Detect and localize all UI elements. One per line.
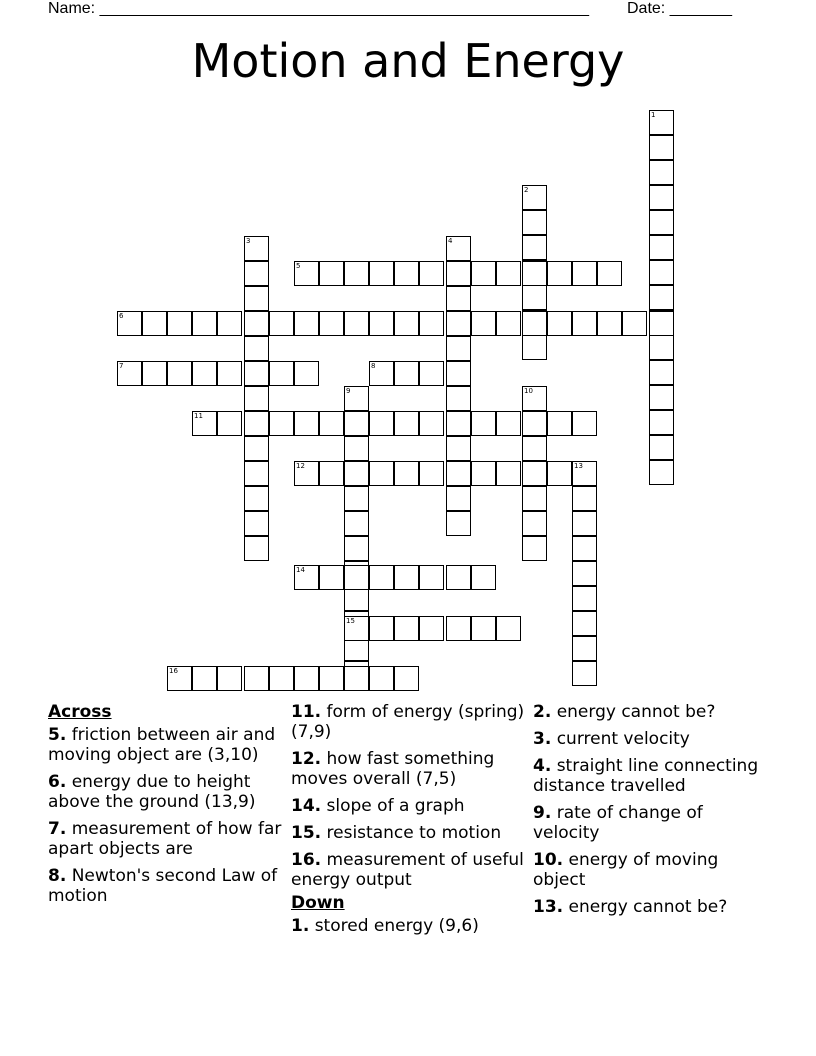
crossword-cell[interactable] [446,361,471,386]
crossword-cell[interactable] [244,411,269,436]
clue-number: 10. [533,850,564,870]
crossword-cell[interactable] [244,511,269,536]
crossword-cell[interactable] [244,666,269,691]
clues-column-3 [533,702,768,924]
clue-number-label: 6 [119,312,124,320]
clue-number: 3. [533,729,552,749]
crossword-cell[interactable] [419,311,444,336]
crossword-cell[interactable] [649,460,674,485]
crossword-cell[interactable] [394,411,419,436]
crossword-cell[interactable] [496,616,521,641]
clue-number-label: 12 [296,462,305,470]
clue-text: energy cannot be? [551,702,716,722]
crossword-cell[interactable] [649,285,674,310]
crossword-cell[interactable] [269,411,294,436]
crossword-cell[interactable] [419,361,444,386]
clue-number: 12. [291,749,322,769]
clue-number: 7. [48,819,67,839]
crossword-cell[interactable] [319,461,344,486]
crossword-cell[interactable] [522,335,547,360]
crossword-cell[interactable] [192,311,217,336]
crossword-cell[interactable] [192,361,217,386]
crossword-cell[interactable] [244,336,269,361]
crossword-cell[interactable] [649,410,674,435]
crossword-cell[interactable] [547,261,572,286]
crossword-cell[interactable] [244,436,269,461]
crossword-cell[interactable] [572,611,597,636]
crossword-cell[interactable] [649,311,674,336]
clue-number: 8. [48,866,67,886]
clue-text: friction between air and moving object are (3,10) [48,725,276,765]
crossword-cell[interactable] [294,666,319,691]
crossword-cell[interactable] [446,565,471,590]
clue-number-label: 2 [524,186,529,194]
crossword-cell[interactable] [394,261,419,286]
crossword-cell[interactable] [419,616,444,641]
clue-text: energy cannot be? [563,897,728,917]
clue-item [48,725,283,765]
crossword-cell[interactable] [394,666,419,691]
crossword-cell[interactable] [496,311,521,336]
clue-item [533,756,768,796]
clue-number-label: 1 [651,111,656,119]
crossword-cell[interactable] [142,311,167,336]
crossword-cell[interactable] [269,666,294,691]
crossword-cell[interactable] [319,666,344,691]
clue-text: how fast something moves overall (7,5) [291,749,495,789]
crossword-cell[interactable] [649,135,674,160]
crossword-cell[interactable] [446,486,471,511]
crossword-cell[interactable] [217,361,242,386]
crossword-cell[interactable] [344,536,369,561]
crossword-cell[interactable] [471,261,496,286]
clues-column-2 [291,702,526,943]
clue-item [533,729,768,749]
clue-number: 1. [291,916,310,936]
clue-item [533,897,768,917]
crossword-cell[interactable] [572,561,597,586]
crossword-cell[interactable] [446,436,471,461]
clue-number-label: 10 [524,387,533,395]
crossword-cell[interactable] [522,311,547,336]
crossword-cell[interactable] [319,311,344,336]
page-title: Motion and Energy [191,34,625,88]
crossword-cell[interactable] [319,565,344,590]
crossword-cell[interactable] [649,185,674,210]
clue-text: form of energy (spring) (7,9) [291,702,525,742]
crossword-cell[interactable] [522,511,547,536]
crossword-cell[interactable] [446,461,471,486]
crossword-cell[interactable] [269,361,294,386]
crossword-cell[interactable] [597,311,622,336]
crossword-cell[interactable] [244,261,269,286]
crossword-cell[interactable] [369,616,394,641]
crossword-cell[interactable] [522,235,547,260]
crossword-cell[interactable] [597,261,622,286]
clue-number: 9. [533,803,552,823]
crossword-cell[interactable] [522,411,547,436]
crossword-cell[interactable] [471,461,496,486]
clue-number-label: 13 [574,462,583,470]
clue-number-label: 3 [246,237,251,245]
clue-item [533,702,768,722]
clue-number-label: 7 [119,362,124,370]
clue-text: energy of moving object [533,850,719,890]
crossword-cell[interactable] [446,286,471,311]
crossword-cell[interactable] [344,486,369,511]
clue-number: 4. [533,756,552,776]
crossword-cell[interactable] [522,285,547,310]
crossword-cell[interactable] [217,411,242,436]
clue-item [291,702,526,742]
crossword-cell[interactable] [167,311,192,336]
crossword-cell[interactable] [446,411,471,436]
clue-text: measurement of how far apart objects are [48,819,282,859]
crossword-cell[interactable] [394,311,419,336]
clue-number: 15. [291,823,322,843]
clue-item [291,823,526,843]
crossword-cell[interactable] [547,411,572,436]
crossword-cell[interactable] [344,565,369,590]
crossword-cell[interactable] [572,586,597,611]
crossword-cell[interactable] [471,565,496,590]
crossword-cell[interactable] [419,461,444,486]
crossword-cell[interactable] [572,511,597,536]
crossword-cell[interactable] [649,360,674,385]
crossword-cell[interactable] [244,286,269,311]
crossword-cell[interactable] [244,386,269,411]
crossword-cell[interactable] [547,311,572,336]
crossword-cell[interactable] [344,261,369,286]
clue-number: 16. [291,850,322,870]
clue-number: 13. [533,897,564,917]
crossword-cell[interactable] [294,411,319,436]
crossword-cell[interactable] [446,616,471,641]
crossword-cell[interactable] [167,361,192,386]
crossword-cell[interactable] [649,160,674,185]
clue-text: stored energy (9,6) [309,916,479,936]
crossword-cell[interactable] [471,616,496,641]
crossword-cell[interactable] [319,411,344,436]
clue-number-label: 8 [371,362,376,370]
crossword-cell[interactable] [344,461,369,486]
crossword-cell[interactable] [369,461,394,486]
crossword-cell[interactable] [394,461,419,486]
crossword-cell[interactable] [446,336,471,361]
crossword-cell[interactable] [522,461,547,486]
crossword-cell[interactable] [217,666,242,691]
crossword-cell[interactable] [419,411,444,436]
date-field-label: Date: _______ [627,0,732,17]
crossword-cell[interactable] [217,311,242,336]
crossword-cell[interactable] [192,666,217,691]
clue-text: slope of a graph [321,796,465,816]
crossword-cell[interactable] [522,261,547,286]
crossword-cell[interactable] [344,666,369,691]
name-field-label: Name: _______________________________________________________ [48,0,589,17]
clue-text: measurement of useful energy output [291,850,524,890]
crossword-cell[interactable] [369,311,394,336]
crossword-cell[interactable] [244,486,269,511]
clue-number-label: 5 [296,262,301,270]
crossword-cell[interactable] [522,486,547,511]
clue-number: 14. [291,796,322,816]
crossword-cell[interactable] [369,666,394,691]
crossword-cell[interactable] [547,461,572,486]
crossword-cell[interactable] [471,311,496,336]
crossword-cell[interactable] [446,386,471,411]
crossword-cell[interactable] [344,311,369,336]
crossword-cell[interactable] [244,361,269,386]
crossword-cell[interactable] [446,511,471,536]
clue-number: 11. [291,702,322,722]
crossword-cell[interactable] [344,411,369,436]
clue-number: 2. [533,702,552,722]
crossword-cell[interactable] [344,511,369,536]
crossword-cell[interactable] [649,235,674,260]
clue-item [533,803,768,843]
across-heading: Across [48,702,112,722]
crossword-cell[interactable] [522,536,547,561]
crossword-cell[interactable] [622,311,647,336]
clues-column-1 [48,702,283,913]
crossword-cell[interactable] [446,311,471,336]
clue-item [291,850,526,890]
clue-text: straight line connecting distance travelled [533,756,759,796]
crossword-cell[interactable] [244,461,269,486]
clue-text: rate of change of velocity [533,803,703,843]
clue-text: resistance to motion [321,823,502,843]
clue-number-label: 14 [296,566,305,574]
crossword-cell[interactable] [572,411,597,436]
crossword-cell[interactable] [496,411,521,436]
crossword-cell[interactable] [419,565,444,590]
crossword-cell[interactable] [572,661,597,686]
crossword-cell[interactable] [244,536,269,561]
clue-text: current velocity [551,729,690,749]
crossword-cell[interactable] [572,636,597,661]
crossword-cell[interactable] [496,261,521,286]
crossword-cell[interactable] [649,335,674,360]
crossword-cell[interactable] [369,411,394,436]
crossword-cell[interactable] [369,565,394,590]
down-heading: Down [291,893,345,913]
crossword-cell[interactable] [244,311,269,336]
crossword-cell[interactable] [394,616,419,641]
clue-number: 6. [48,772,67,792]
crossword-cell[interactable] [394,565,419,590]
crossword-cell[interactable] [294,311,319,336]
clue-item [533,850,768,890]
crossword-cell[interactable] [142,361,167,386]
crossword-cell[interactable] [269,311,294,336]
clue-text: Newton's second Law of motion [48,866,278,906]
crossword-cell[interactable] [446,261,471,286]
clue-item [291,796,526,816]
clue-item [48,772,283,812]
clue-number-label: 16 [169,667,178,675]
crossword-cell[interactable] [522,210,547,235]
crossword-cell[interactable] [471,411,496,436]
clue-number-label: 9 [346,387,351,395]
clue-number-label: 11 [194,412,203,420]
crossword-cell[interactable] [294,361,319,386]
crossword-cell[interactable] [344,436,369,461]
clue-number-label: 15 [346,617,355,625]
clue-item [291,749,526,789]
clue-number: 5. [48,725,67,745]
clue-item [48,866,283,906]
clue-number-label: 4 [448,237,453,245]
crossword-cell[interactable] [649,385,674,410]
crossword-cell[interactable] [496,461,521,486]
crossword-cell[interactable] [572,486,597,511]
clue-text: energy due to height above the ground (13,9) [48,772,256,812]
crossword-cell[interactable] [572,536,597,561]
crossword-cell[interactable] [394,361,419,386]
crossword-cell[interactable] [522,436,547,461]
crossword-cell[interactable] [649,210,674,235]
crossword-cell[interactable] [319,261,344,286]
crossword-cell[interactable] [649,435,674,460]
clue-item [291,916,526,936]
crossword-cell[interactable] [419,261,444,286]
clue-item [48,819,283,859]
crossword-cell[interactable] [649,260,674,285]
crossword-cell[interactable] [572,311,597,336]
crossword-cell[interactable] [369,261,394,286]
crossword-cell[interactable] [572,261,597,286]
